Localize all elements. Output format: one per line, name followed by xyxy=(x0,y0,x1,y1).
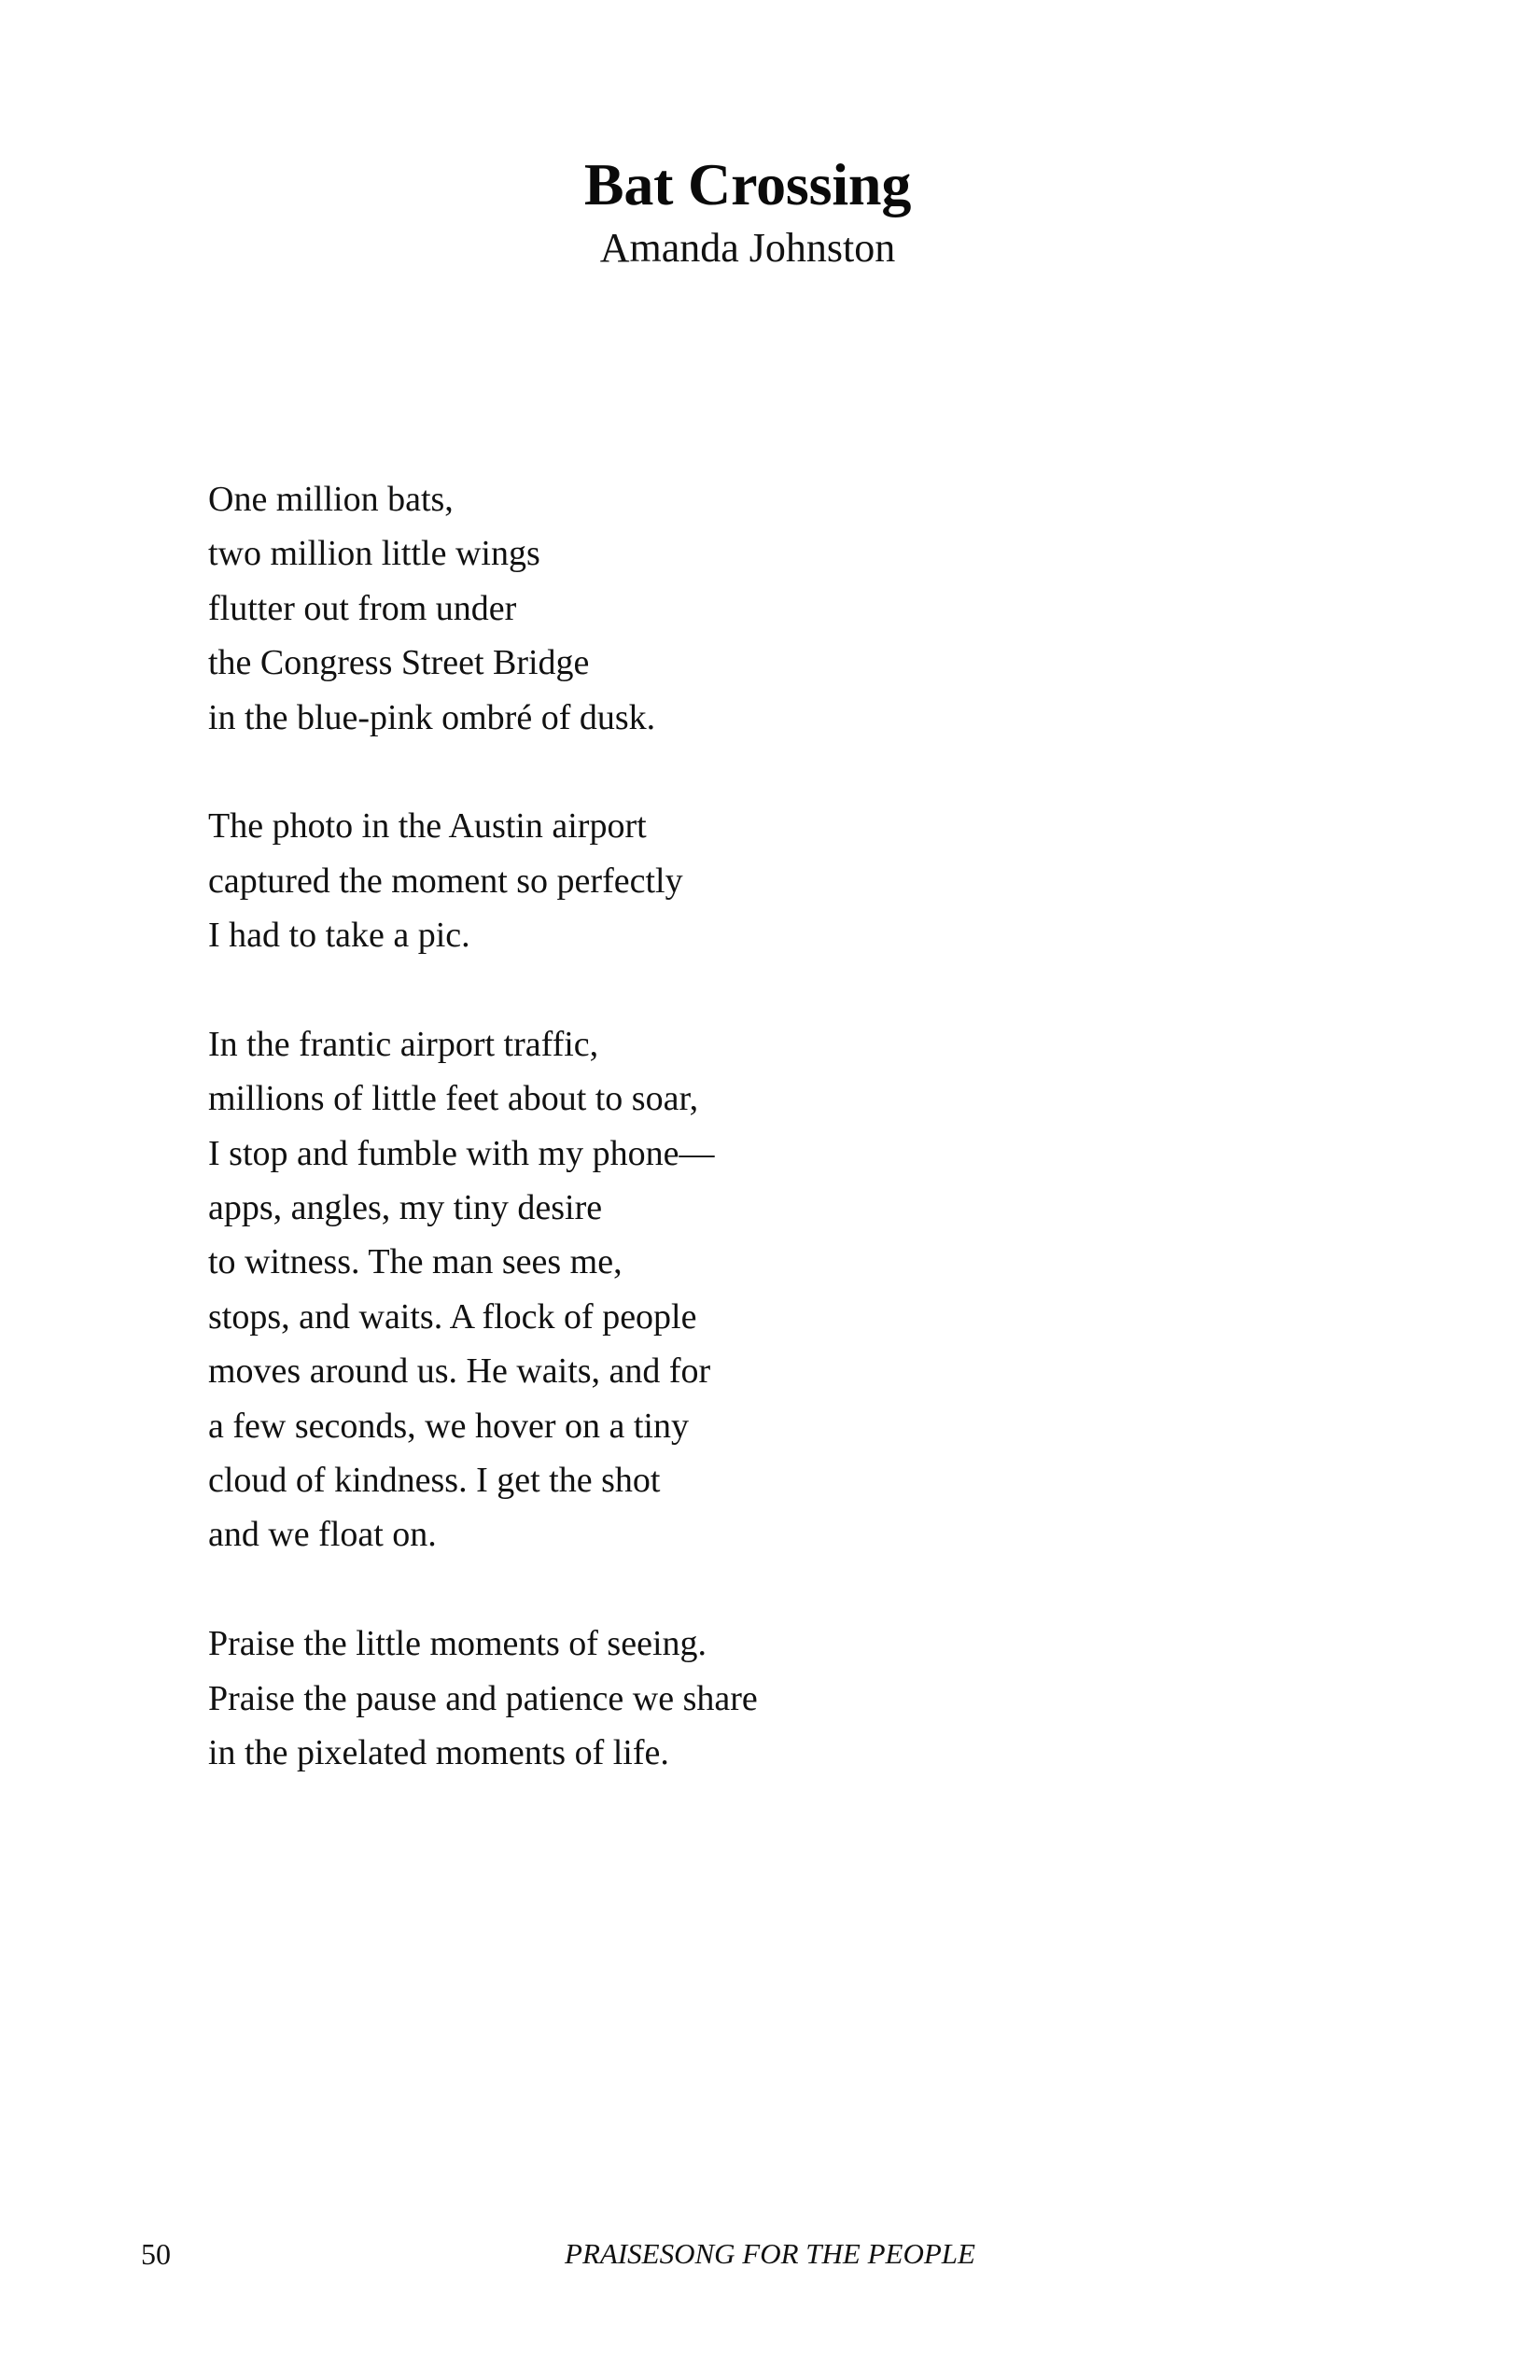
poem-line: flutter out from under xyxy=(208,588,517,628)
running-title: PRAISESONG FOR THE PEOPLE xyxy=(565,2237,975,2270)
poem-line: in the pixelated moments of life. xyxy=(208,1732,669,1772)
stanza-4 xyxy=(208,1617,1141,1780)
poem-line: stops, and waits. A flock of people xyxy=(208,1296,697,1337)
stanza-3 xyxy=(208,1017,1141,1562)
stanza-2 xyxy=(208,799,1141,962)
poem-line: the Congress Street Bridge xyxy=(208,643,590,683)
poem-line: in the blue-pink ombré of dusk. xyxy=(208,697,656,737)
poem-line: to witness. The man sees me, xyxy=(208,1242,623,1282)
poem-author: Amanda Johnston xyxy=(599,225,896,271)
poem-line: millions of little feet about to soar, xyxy=(208,1079,699,1119)
poem-line: captured the moment so perfectly xyxy=(208,861,683,901)
poem-line: a few seconds, we hover on a tiny xyxy=(208,1406,689,1446)
poem-body xyxy=(208,472,1141,1835)
poem-line: and we float on. xyxy=(208,1515,437,1555)
poem-line: moves around us. He waits, and for xyxy=(208,1351,711,1392)
stanza-1 xyxy=(208,472,1141,745)
page-number: 50 xyxy=(141,2237,171,2271)
poem-line: In the frantic airport traffic, xyxy=(208,1024,599,1064)
poem-line: cloud of kindness. I get the shot xyxy=(208,1461,661,1501)
poem-line: two million little wings xyxy=(208,534,540,574)
poem-line: The photo in the Austin airport xyxy=(208,806,647,847)
poem-line: apps, angles, my tiny desire xyxy=(208,1188,603,1228)
poem-line: One million bats, xyxy=(208,480,454,519)
poem-title: Bat Crossing xyxy=(583,151,912,217)
poem-line: Praise the pause and patience we share xyxy=(208,1678,758,1718)
poem-line: I had to take a pic. xyxy=(208,916,470,956)
poem-line: I stop and fumble with my phone— xyxy=(208,1133,715,1173)
poem-line: Praise the little moments of seeing. xyxy=(208,1624,707,1664)
